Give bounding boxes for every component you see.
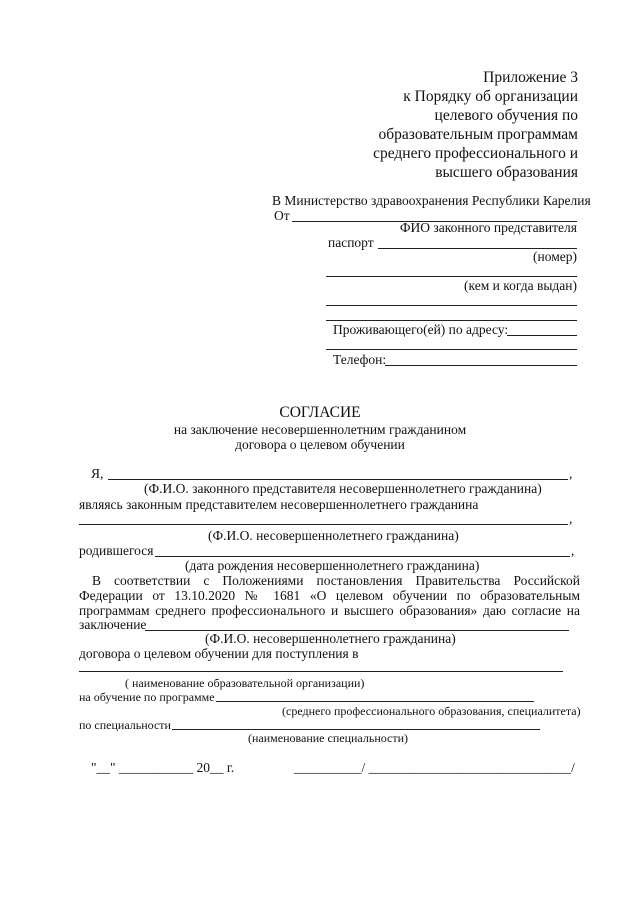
- para-line-2: Федерации от 13.10.2020 № 1681 «О целевом обучении по образовательным: [79, 588, 580, 603]
- birth-caption: (дата рождения несовершеннолетнего гражданина): [185, 558, 480, 573]
- signature-field: __________/ ______________________________/: [294, 760, 575, 775]
- org-caption: ( наименование образовательной организации): [125, 676, 365, 690]
- org-line: [79, 671, 563, 672]
- residing-label: Проживающего(ей) по адресу:: [333, 322, 509, 337]
- program-label: на обучение по программе: [79, 690, 215, 704]
- born-label: родившегося: [79, 543, 154, 558]
- birth-comma: ,: [571, 543, 575, 558]
- rep-caption: (Ф.И.О. законного представителя несовершеннолетнего гражданина): [144, 481, 542, 496]
- rep-name-line: [108, 479, 568, 480]
- minor-name-line: [79, 524, 568, 525]
- program-line: [216, 701, 534, 702]
- header-line-1: Приложение 3: [483, 69, 578, 86]
- title-sub-2: договора о целевом обучении: [235, 437, 405, 452]
- addressee-to: В Министерство здравоохранения Республики Карелия: [272, 193, 591, 208]
- title-sub-1: на заключение несовершеннолетним гражданином: [173, 422, 467, 437]
- phone-line: [385, 365, 577, 366]
- date-field: "__" ___________ 20__ г.: [91, 760, 235, 775]
- para-line-1: В соответствии с Положениями постановления Правительства Российской: [92, 573, 580, 588]
- passport-label: паспорт: [328, 235, 374, 250]
- specialty-label: по специальности: [79, 718, 171, 732]
- issued-line: [326, 276, 577, 277]
- header-line-3: целевого обучения по: [434, 107, 578, 124]
- residing-line-2: [326, 349, 577, 350]
- blank-line-2: [326, 320, 577, 321]
- minor-caption-2: (Ф.И.О. несовершеннолетнего гражданина): [205, 631, 456, 646]
- para-line-3: программам среднего профессионального и высшего образования» даю согласие на: [79, 603, 580, 618]
- header-line-2: к Порядку об организации: [403, 88, 578, 105]
- birth-line: [155, 556, 570, 557]
- phone-label: Телефон:: [333, 352, 387, 367]
- being-rep-text: являясь законным представителем несовершеннолетнего гражданина: [79, 497, 479, 512]
- specialty-line: [172, 729, 540, 730]
- specialty-caption: (наименование специальности): [248, 731, 409, 745]
- residing-line: [507, 335, 577, 336]
- minor-caption-1: (Ф.И.О. несовершеннолетнего гражданина): [208, 528, 459, 543]
- addressee-from-label: От: [274, 208, 290, 223]
- title-main: СОГЛАСИЕ: [279, 404, 361, 421]
- contract-label: договора о целевом обучении для поступления в: [79, 646, 359, 661]
- i-label: Я,: [91, 466, 104, 481]
- header-line-5: среднего профессионального и: [373, 145, 578, 162]
- rep-comma: ,: [569, 466, 573, 481]
- fio-caption: ФИО законного представителя: [399, 220, 577, 235]
- number-caption: (номер): [533, 249, 577, 264]
- issued-caption: (кем и когда выдан): [464, 278, 577, 293]
- blank-line-1: [326, 305, 577, 306]
- header-line-6: высшего образования: [435, 164, 578, 181]
- minor-comma: ,: [569, 511, 573, 526]
- header-line-4: образовательным программам: [378, 126, 578, 143]
- program-caption: (среднего профессионального образования, специалитета): [282, 704, 581, 718]
- conclusion-label: заключение: [79, 617, 147, 632]
